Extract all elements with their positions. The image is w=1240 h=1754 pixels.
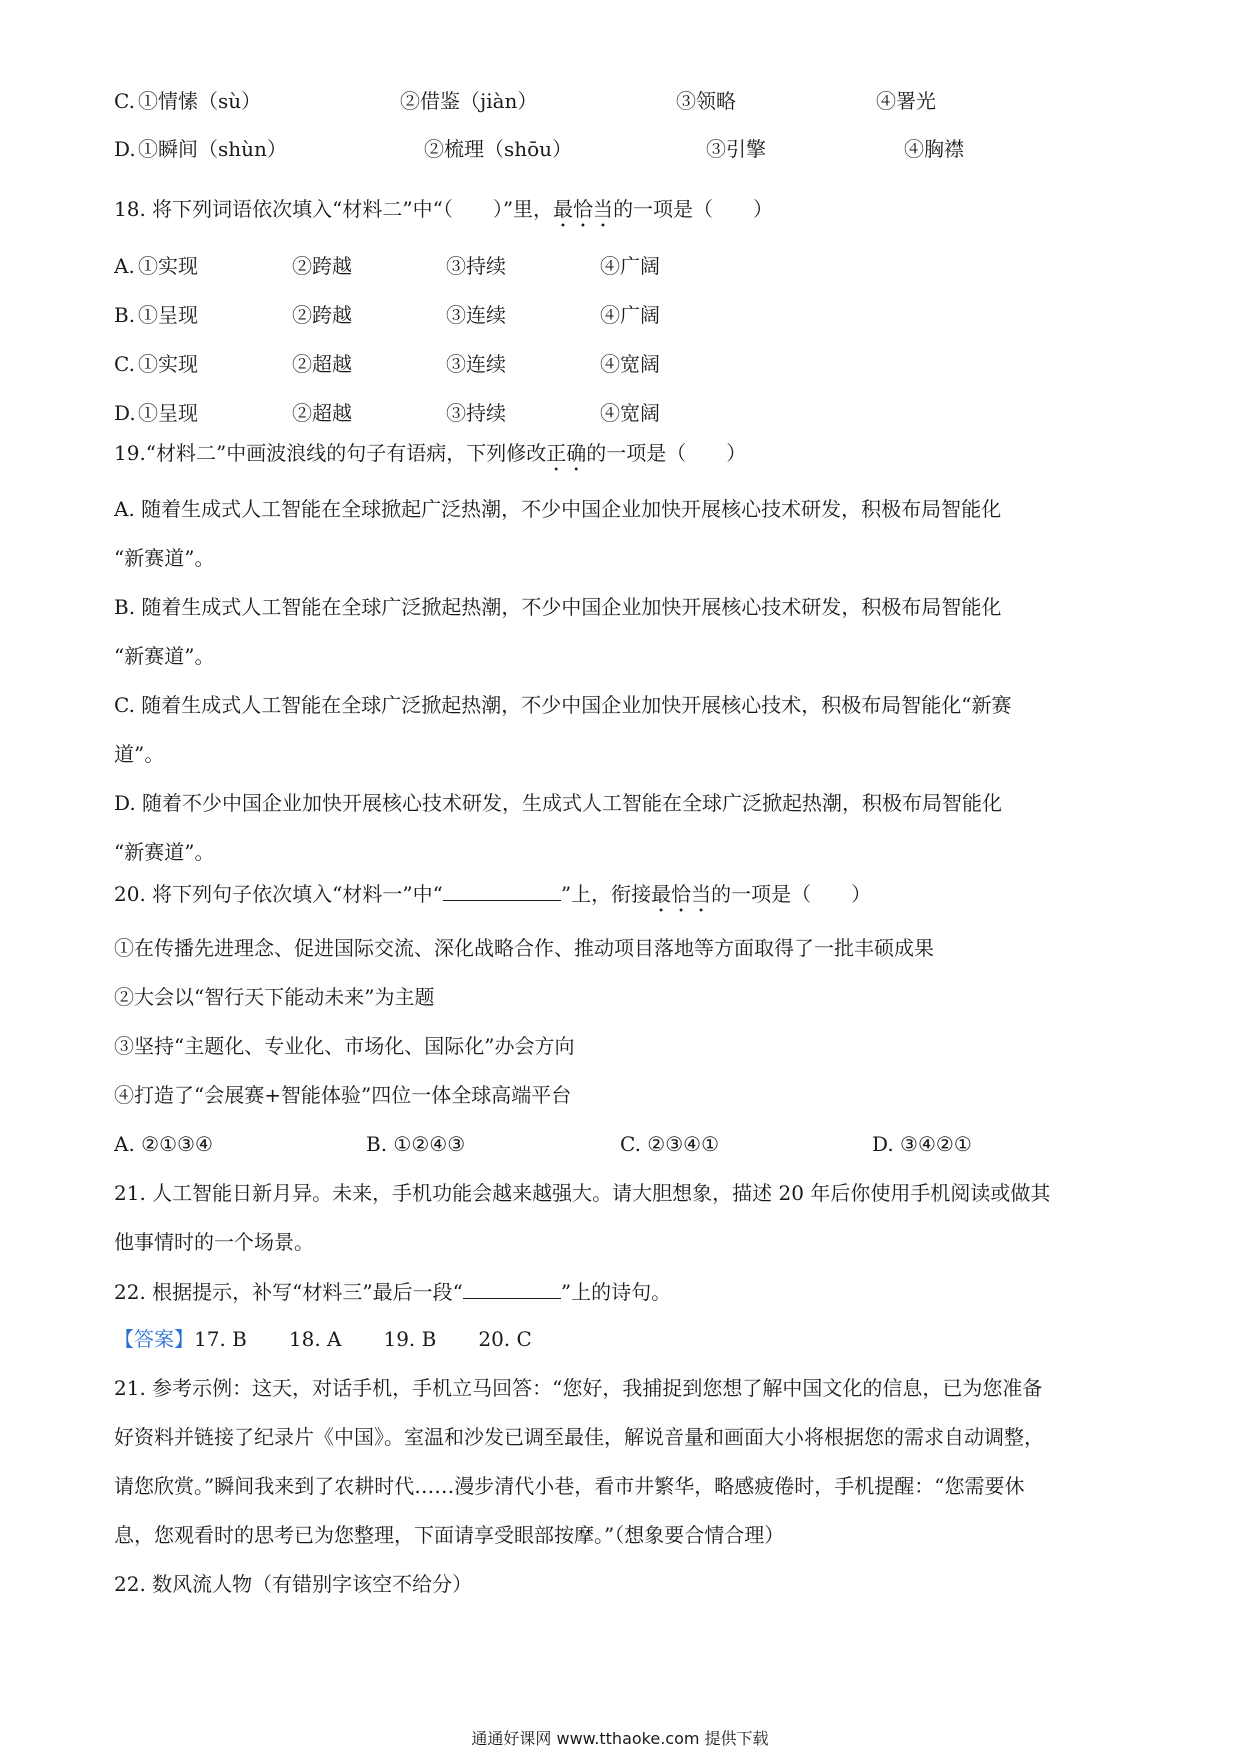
q18-option-a-item-2: ②跨越 <box>292 254 352 278</box>
q18-option-c-item-4: ④宽阔 <box>600 352 660 376</box>
q17-option-d-item-3: ③引擎 <box>706 137 766 161</box>
q19-emphasis: 正确 <box>546 441 587 465</box>
answer-20: 20. C <box>478 1327 532 1351</box>
q20-sentence-2: ②大会以“智行天下能动未来”为主题 <box>114 985 435 1009</box>
answer-18: 18. A <box>288 1327 342 1351</box>
q20-option-c: C. ②③④① <box>620 1132 720 1156</box>
q19-option-a-line1: A. 随着生成式人工智能在全球掀起广泛热潮，不少中国企业加快开展核心技术研发，积极布局智能化 <box>114 497 1002 521</box>
q20-sentence-4: ④打造了“会展赛+智能体验”四位一体全球高端平台 <box>114 1083 572 1107</box>
q18-option-a-item-3: ③持续 <box>446 254 506 278</box>
answer-21-line1: 21. 参考示例：这天，对话手机，手机立马回答：“您好，我捕捉到您想了解中国文化的信息，已为您准备 <box>114 1376 1043 1400</box>
q19-option-d-line1: D. 随着不少中国企业加快开展核心技术研发，生成式人工智能在全球广泛掀起热潮，积极布局智能化 <box>114 791 1003 815</box>
q18-option-c-item-3: ③连续 <box>446 352 506 376</box>
q17-option-d-item-4: ④胸襟 <box>904 137 964 161</box>
q19-option-b-line1: B. 随着生成式人工智能在全球广泛掀起热潮，不少中国企业加快开展核心技术研发，积极布局智能化 <box>114 595 1002 619</box>
answer-21-line3: 请您欣赏。”瞬间我来到了农耕时代……漫步清代小巷，看市井繁华，略感疲倦时，手机提醒：“您需要休 <box>114 1474 1025 1498</box>
answer-21-line4: 息，您观看时的思考已为您整理，下面请享受眼部按摩。”（想象要合情合理） <box>114 1523 785 1547</box>
q17-option-c-label: C. <box>114 89 135 113</box>
q20-option-a: A. ②①③④ <box>114 1132 213 1156</box>
q20-sentence-1: ①在传播先进理念、促进国际交流、深化战略合作、推动项目落地等方面取得了一批丰硕成果 <box>114 936 934 960</box>
q20-emphasis: 最恰当 <box>651 882 712 906</box>
q18-option-b-item-3: ③连续 <box>446 303 506 327</box>
q19-option-b-line2: “新赛道”。 <box>114 644 215 668</box>
q19-option-c-line1: C. 随着生成式人工智能在全球广泛掀起热潮，不少中国企业加快开展核心技术，积极布局智能化“新赛 <box>114 693 1012 717</box>
q18-option-a-label: A. <box>114 254 135 278</box>
q18-option-d-item-1: ①呈现 <box>138 401 198 425</box>
answer-tag: 【答案】 <box>114 1327 194 1351</box>
q17-option-d-item-1: ①瞬间（shùn） <box>138 137 287 161</box>
q21-line1: 21. 人工智能日新月异。未来，手机功能会越来越强大。请大胆想象，描述 20 年后你使用手机阅读或做其 <box>114 1181 1051 1205</box>
q18-option-a-item-4: ④广阔 <box>600 254 660 278</box>
q18-option-d-item-2: ②超越 <box>292 401 352 425</box>
q22-blank <box>463 1278 561 1299</box>
answer-summary <box>114 1326 532 1352</box>
q17-option-c-item-3: ③领略 <box>676 89 736 113</box>
q18-option-a-item-1: ①实现 <box>138 254 198 278</box>
q19-stem: 19.“材料二”中画波浪线的句子有语病，下列修改正确的一项是（ ） <box>114 441 747 465</box>
answer-21-line2: 好资料并链接了纪录片《中国》。室温和沙发已调至最佳，解说音量和画面大小将根据您的需求自动调整， <box>114 1425 1044 1449</box>
q18-option-b-label: B. <box>114 303 136 327</box>
q18-option-d-item-4: ④宽阔 <box>600 401 660 425</box>
q17-option-c-item-2: ②借鉴（jiàn） <box>400 89 538 113</box>
answer-19: 19. B <box>383 1327 437 1351</box>
q19-option-d-line2: “新赛道”。 <box>114 840 215 864</box>
q20-sentence-3: ③坚持“主题化、专业化、市场化、国际化”办会方向 <box>114 1034 575 1058</box>
q18-option-b-item-4: ④广阔 <box>600 303 660 327</box>
q18-stem: 18. 将下列词语依次填入“材料二”中“（ ）”里，最恰当的一项是（ ） <box>114 197 774 221</box>
q18-option-d-label: D. <box>114 401 136 425</box>
footer-source: 通通好课网 www.tthaoke.com 提供下载 <box>471 1729 769 1748</box>
q17-option-c-item-1: ①情愫（sù） <box>138 89 262 113</box>
q18-option-c-label: C. <box>114 352 135 376</box>
q20-stem: 20. 将下列句子依次填入“材料一”中“ ”上，衔接最恰当的一项是（ ） <box>114 882 872 906</box>
q22-stem: 22. 根据提示，补写“材料三”最后一段“ ”上的诗句。 <box>114 1280 672 1304</box>
q19-option-a-line2: “新赛道”。 <box>114 546 215 570</box>
q18-emphasis: 最恰当 <box>553 197 614 221</box>
q18-option-c-item-2: ②超越 <box>292 352 352 376</box>
q21-line2: 他事情时的一个场景。 <box>114 1230 314 1254</box>
q18-option-d-item-3: ③持续 <box>446 401 506 425</box>
q19-option-c-line2: 道”。 <box>114 742 165 766</box>
q17-option-c-item-4: ④署光 <box>876 89 936 113</box>
q20-blank <box>443 880 561 901</box>
q17-option-d-item-2: ②梳理（shōu） <box>424 137 573 161</box>
q20-option-b: B. ①②④③ <box>366 1132 466 1156</box>
q17-option-d-label: D. <box>114 137 136 161</box>
answer-17: 17. B <box>194 1327 247 1351</box>
answer-22: 22. 数风流人物（有错别字该空不给分） <box>114 1572 473 1596</box>
q20-option-d: D. ③④②① <box>872 1132 972 1156</box>
q18-option-c-item-1: ①实现 <box>138 352 198 376</box>
q18-option-b-item-2: ②跨越 <box>292 303 352 327</box>
q18-option-b-item-1: ①呈现 <box>138 303 198 327</box>
